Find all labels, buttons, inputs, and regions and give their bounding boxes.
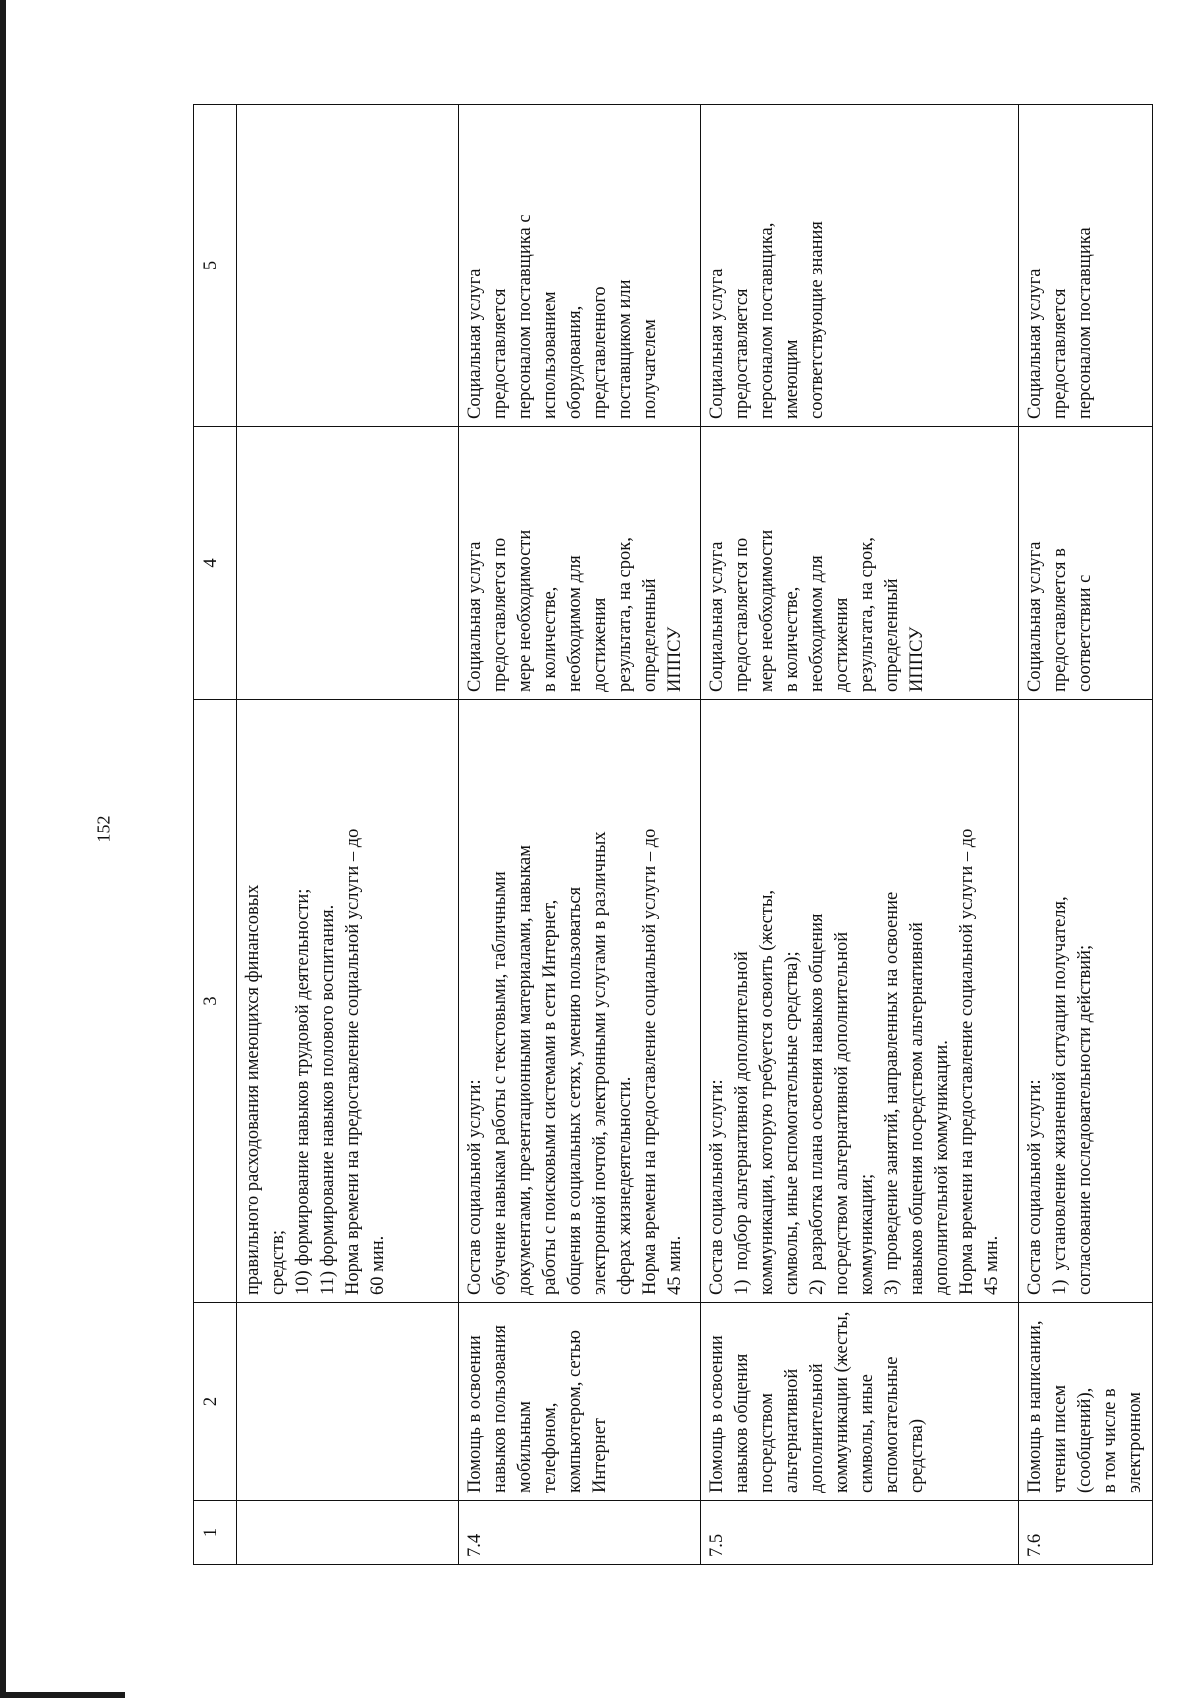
cell-text-line: достижения	[832, 597, 852, 692]
cell-text-line: работы с поисковыми системами в сети Интернет,	[540, 899, 560, 1295]
service-name-cell	[459, 1303, 701, 1501]
header-col-1: 1	[194, 1501, 237, 1565]
cell-text-line: дополнительной	[807, 1363, 827, 1493]
cell-text-line: символы, иные	[857, 1374, 877, 1493]
cell-text-line: вспомогательные средства)	[882, 1351, 927, 1493]
cell-text-line: Норма времени на предоставление социальной услуги – до	[343, 828, 363, 1295]
service-composition-cell	[1019, 700, 1153, 1303]
cell-text-line: электронной почтой, электронными услугами в различных	[590, 831, 610, 1295]
cell-text-line: использованием	[540, 291, 560, 419]
cell-text-line: 2) разработка плана освоения навыков общения	[807, 913, 827, 1295]
cell-text-line: поставщиком или	[615, 279, 635, 419]
cell-text-line: предоставляется	[732, 288, 752, 419]
cell-text-line: общения в социальных сетях, умению пользоваться	[565, 886, 585, 1295]
cell-text-line: имеющим	[782, 339, 802, 419]
cell-text-line: посредством	[757, 1393, 777, 1493]
cell-text-line: предоставляется по	[732, 537, 752, 692]
cell-text-line: в том числе в электронном	[1100, 1383, 1145, 1493]
cell-text-line: Социальная услуга	[707, 268, 727, 419]
cell-text-line: Социальная услуга	[465, 268, 485, 419]
cell-text-line: предоставляется по	[490, 537, 510, 692]
header-row	[194, 105, 237, 1565]
cell-text-line: определенный	[882, 578, 902, 692]
cell-text-line: Социальная услуга	[1025, 541, 1045, 692]
service-provider-cell	[459, 105, 701, 427]
cell-text-line: необходимом для	[565, 555, 585, 692]
cell-text-line: предоставляется в	[1050, 548, 1070, 692]
cell-text-line: Норма времени на предоставление социальной услуги – до	[640, 828, 660, 1295]
cell-text-line: согласование последовательности действий;	[1075, 944, 1095, 1295]
cell-text-line: дополнительной коммуникации.	[932, 1040, 952, 1295]
cell-text-line: 1) установление жизненной ситуации получателя,	[1050, 896, 1070, 1295]
cell-text-line: навыков общения	[732, 1353, 752, 1493]
cell-text-line: посредством альтернативной дополнительной	[832, 931, 852, 1295]
cell-text-line: мере необходимости	[757, 529, 777, 692]
cell-text-line: получателем	[640, 319, 660, 419]
cell-text-line: сферах жизнедеятельности.	[615, 1076, 635, 1295]
cell-text-line: в количестве,	[540, 586, 560, 692]
cell-text-line: коммуникации;	[857, 1173, 877, 1295]
cell-text-line: 11) формирование навыков полового воспитания.	[318, 904, 338, 1295]
table-row	[1019, 105, 1153, 1565]
service-conditions-cell	[1019, 427, 1153, 700]
header-col-2: 2	[194, 1303, 237, 1501]
cell-text-line: средств;	[268, 1229, 288, 1295]
cell-text-line: 3) проведение занятий, направленных на освоение	[882, 891, 902, 1295]
cell-text-line: персоналом поставщика,	[757, 222, 777, 419]
service-provider-cell	[701, 105, 1019, 427]
cell-text-line: оборудования,	[565, 305, 585, 419]
service-conditions-cell	[701, 427, 1019, 700]
cell-text-line: 45 мин.	[665, 1235, 685, 1295]
cell-text-line: определенный	[640, 578, 660, 692]
cell-text-line: компьютером, сетью	[565, 1330, 585, 1493]
cell-text-line: в количестве,	[782, 586, 802, 692]
cell-text-line: навыков общения посредством альтернативной	[907, 922, 927, 1295]
service-name-cell	[701, 1303, 1019, 1501]
cell-text-line: правильного расходования имеющихся финансовых	[243, 884, 263, 1295]
row-number-cell	[237, 1501, 459, 1565]
scan-edge-bottom	[0, 1692, 125, 1698]
cell-text-line: предоставляется	[490, 288, 510, 419]
cell-text-line: ИППСУ	[665, 626, 685, 692]
cell-text-line: предоставляется	[1050, 288, 1070, 419]
cell-text-line: навыков пользования	[490, 1325, 510, 1493]
cell-text-line: Состав социальной услуги:	[1025, 1079, 1045, 1295]
cell-text-line: Социальная услуга	[707, 541, 727, 692]
header-col-3: 3	[194, 700, 237, 1303]
cell-text-line: представленного	[590, 286, 610, 419]
cell-text-line: символы, иные вспомогательные средства);	[782, 951, 802, 1295]
cell-text-line: ИППСУ	[907, 626, 927, 692]
cell-text-line: необходимом для	[807, 555, 827, 692]
row-number-cell: 7.6	[1019, 1501, 1153, 1565]
service-name-cell	[1019, 1303, 1153, 1501]
cell-text-line: персоналом поставщика	[1075, 227, 1095, 419]
service-conditions-cell	[237, 427, 459, 700]
cell-text-line: Социальная услуга	[465, 541, 485, 692]
service-provider-cell	[237, 105, 459, 427]
cell-text-line: Норма времени на предоставление социальной услуги – до	[957, 828, 977, 1295]
cell-text-line: обучение навыкам работы с текстовыми, табличными	[490, 871, 510, 1295]
service-name-cell	[237, 1303, 459, 1501]
cell-text-line: соответствии с	[1075, 574, 1095, 692]
page-number: 152	[93, 815, 114, 843]
cell-text-line: 60 мин.	[368, 1235, 388, 1295]
cell-text-line: Состав социальной услуги:	[465, 1079, 485, 1295]
cell-text-line: достижения	[590, 597, 610, 692]
cell-text-line: соответствующие знания	[807, 221, 827, 419]
cell-text-line: мобильным телефоном,	[515, 1396, 560, 1493]
cell-text-line: 45 мин.	[982, 1235, 1002, 1295]
table-row	[237, 105, 459, 1565]
cell-text-line: Помощь в написании,	[1025, 1320, 1045, 1493]
cell-text-line: мере необходимости	[515, 529, 535, 692]
header-col-4: 4	[194, 427, 237, 700]
service-composition-cell	[459, 700, 701, 1303]
cell-text-line: Социальная услуга	[1025, 268, 1045, 419]
cell-text-line: альтернативной	[782, 1368, 802, 1493]
services-table-rotated	[193, 105, 1145, 1565]
scan-edge-left	[0, 0, 6, 1698]
cell-text-line: 10) формирование навыков трудовой деятельности;	[293, 888, 313, 1295]
services-table	[193, 104, 1153, 1565]
service-provider-cell	[1019, 105, 1153, 427]
cell-text-line: Помощь в освоении	[707, 1335, 727, 1493]
service-composition-cell	[237, 700, 459, 1303]
table-row	[701, 105, 1019, 1565]
cell-text-line: результата, на срок,	[857, 537, 877, 692]
service-composition-cell	[701, 700, 1019, 1303]
cell-text-line: Состав социальной услуги:	[707, 1079, 727, 1295]
cell-text-line: Интернет	[590, 1417, 610, 1493]
header-col-5: 5	[194, 105, 237, 427]
cell-text-line: коммуникации (жесты,	[832, 1311, 852, 1493]
cell-text-line: результата, на срок,	[615, 537, 635, 692]
service-conditions-cell	[459, 427, 701, 700]
cell-text-line: персоналом поставщика с	[515, 214, 535, 419]
row-number-cell: 7.4	[459, 1501, 701, 1565]
cell-text-line: 1) подбор альтернативной дополнительной	[732, 951, 752, 1295]
cell-text-line: Помощь в освоении	[465, 1335, 485, 1493]
cell-text-line: документами, презентационными материалами, навыкам	[515, 845, 535, 1295]
row-number-cell: 7.5	[701, 1501, 1019, 1565]
table-row	[459, 105, 701, 1565]
cell-text-line: коммуникации, которую требуется освоить (жесты,	[757, 889, 777, 1295]
cell-text-line: чтении писем (сообщений),	[1050, 1380, 1095, 1493]
